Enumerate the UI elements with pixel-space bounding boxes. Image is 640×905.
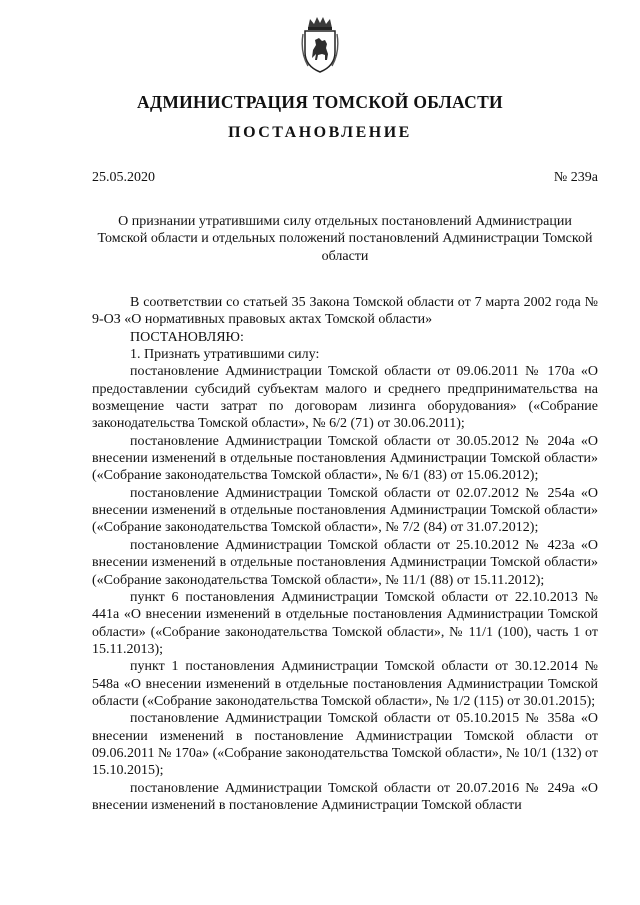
paragraph-item-1: 1. Признать утратившими силу: bbox=[130, 347, 320, 363]
paragraph-repealed-423a: постановление Администрации Томской области от 25.10.2012 № 423а «О внесении изменений в отдельные постановления Администрации Томской области» («Собрание законодательства Томской области», № 11/1 (88) от 15.11.2012); bbox=[92, 537, 598, 588]
document-body bbox=[92, 294, 598, 814]
paragraph-repealed-254a: постановление Администрации Томской области от 02.07.2012 № 254а «О внесении изменений в отдельные постановления Администрации Томской области» («Собрание законодательства Томской области», № 7/2 (84) от 31.07.2012); bbox=[92, 485, 598, 536]
tomsk-coat-of-arms-icon bbox=[300, 14, 340, 74]
paragraph-repealed-170a: постановление Администрации Томской области от 09.06.2011 № 170а «О предоставлении субсидий субъектам малого и среднего предпринимательства на возмещение части затрат по договорам лизинга оборудования» («Собрание законодательства Томской области», № 6/2 (71) от 30.06.2011); bbox=[92, 364, 598, 432]
paragraph-repealed-249a: постановление Администрации Томской области от 20.07.2016 № 249а «О внесении изменений в постановление Администрации Томской области bbox=[92, 780, 598, 813]
document-subject: О признании утратившими силу отдельных постановлений Администрации Томской области и отдельных положений постановлений Администрации Томской области bbox=[97, 214, 593, 264]
document-type: ПОСТАНОВЛЕНИЕ bbox=[228, 124, 412, 141]
paragraph-repealed-358a: постановление Администрации Томской области от 05.10.2015 № 358а «О внесении изменений в постановление Администрации Томской области от 09.06.2011 № 170а» («Собрание законодательства Томской области», № 10/1 (132) от 15.10.2015); bbox=[92, 711, 598, 779]
paragraph-repealed-441a: пункт 6 постановления Администрации Томской области от 22.10.2013 № 441а «О внесении изменений в отдельные постановления Администрации Томской области» («Собрание законодательства Томской области», № 11/1 (100), часть 1 от 15.11.2013); bbox=[92, 589, 598, 657]
paragraph-decree: ПОСТАНОВЛЯЮ: bbox=[130, 329, 244, 345]
paragraph-repealed-548a: пункт 1 постановления Администрации Томской области от 30.12.2014 № 548а «О внесении изменений в отдельные постановления Администрации Томской области («Собрание законодательства Томской области», № 1/2 (115) от 30.01.2015); bbox=[92, 659, 598, 709]
organization-title: АДМИНИСТРАЦИЯ ТОМСКОЙ ОБЛАСТИ bbox=[137, 92, 503, 112]
document-number: № 239а bbox=[553, 170, 598, 185]
paragraph-preamble: В соответствии со статьей 35 Закона Томской области от 7 марта 2002 года № 9-ОЗ «О нормативных правовых актах Томской области» bbox=[92, 295, 598, 328]
document-date: 25.05.2020 bbox=[92, 170, 155, 185]
paragraph-repealed-204a: постановление Администрации Томской области от 30.05.2012 № 204а «О внесении изменений в отдельные постановления Администрации Томской области» («Собрание законодательства Томской области», № 6/1 (83) от 15.06.2012); bbox=[92, 433, 598, 484]
